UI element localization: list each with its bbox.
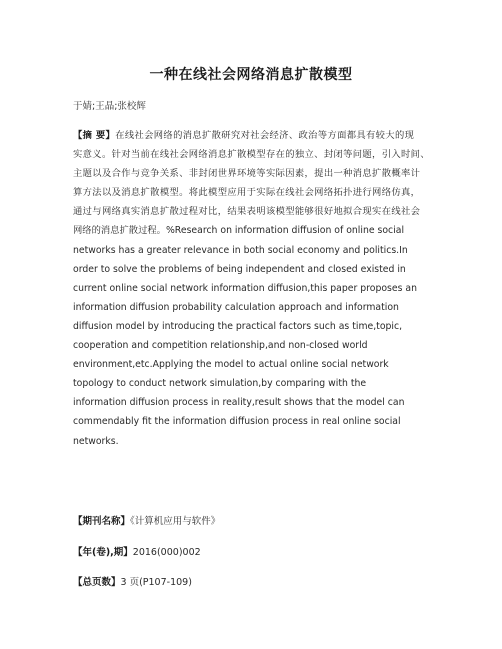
abstract-line: 算方法以及消息扩散模型。将此模型应用于实际在线社会网络拓扑进行网络仿真， — [73, 187, 421, 199]
abstract-line: networks has a greater relevance in both social economy and politics.In — [73, 244, 408, 256]
abstract-line: information diffusion process in reality,result shows that the model can — [73, 397, 405, 409]
abstract-line: information diffusion probability calculation approach and information — [73, 301, 399, 313]
abstract-line: environment,etc.Applying the model to actual online social network — [73, 359, 389, 371]
abstract-line: current online social network information diffusion,this paper proposes an — [73, 282, 417, 294]
journal-row — [73, 513, 220, 527]
document-authors: 于婧;王晶;张校辉 — [73, 101, 146, 112]
abstract-line: cooperation and competition relationship,and non-closed world — [73, 340, 368, 352]
document-title: 一种在线社会网络消息扩散模型 — [149, 67, 353, 83]
abstract-line: commendably fit the information diffusion process in real online social — [73, 416, 401, 428]
year-issue-row — [73, 544, 201, 558]
page-count-value: 3 页(P107-109) — [120, 577, 192, 588]
abstract-line: networks. — [73, 435, 119, 447]
abstract-line: 【摘 要】在线社会网络的消息扩散研究对社会经济、政治等方面都具有较大的现 — [73, 130, 415, 141]
page-count-row — [73, 574, 192, 588]
abstract-line: 网络的消息扩散过程。%Research on information diffusion of online social — [73, 225, 405, 237]
abstract-line: topology to conduct network simulation,by comparing with the — [73, 378, 367, 390]
abstract-label: 【摘 要】 — [73, 130, 116, 141]
journal-value: 《计算机应用与软件》 — [130, 516, 221, 527]
abstract-block — [73, 126, 433, 451]
abstract-line: 实意义。针对当前在线社会网络消息扩散模型存在的独立、封闭等问题，引入时间、 — [73, 149, 430, 161]
year-issue-value: 2016(000)002 — [132, 547, 201, 558]
journal-label: 【期刊名称】 — [73, 516, 131, 527]
year-issue-label: 【年(卷),期】 — [73, 547, 133, 558]
abstract-line: 通过与网络真实消息扩散过程对比，结果表明该模型能够很好地拟合现实在线社会 — [73, 206, 421, 218]
page-count-label: 【总页数】 — [73, 577, 121, 588]
abstract-line: 主题以及合作与竞争关系、非封闭世界环境等实际因素，提出一种消息扩散概率计 — [73, 168, 421, 180]
abstract-line: diffusion model by introducing the practical factors such as time,topic, — [73, 320, 403, 332]
abstract-line: order to solve the problems of being independent and closed existed in — [73, 263, 406, 275]
